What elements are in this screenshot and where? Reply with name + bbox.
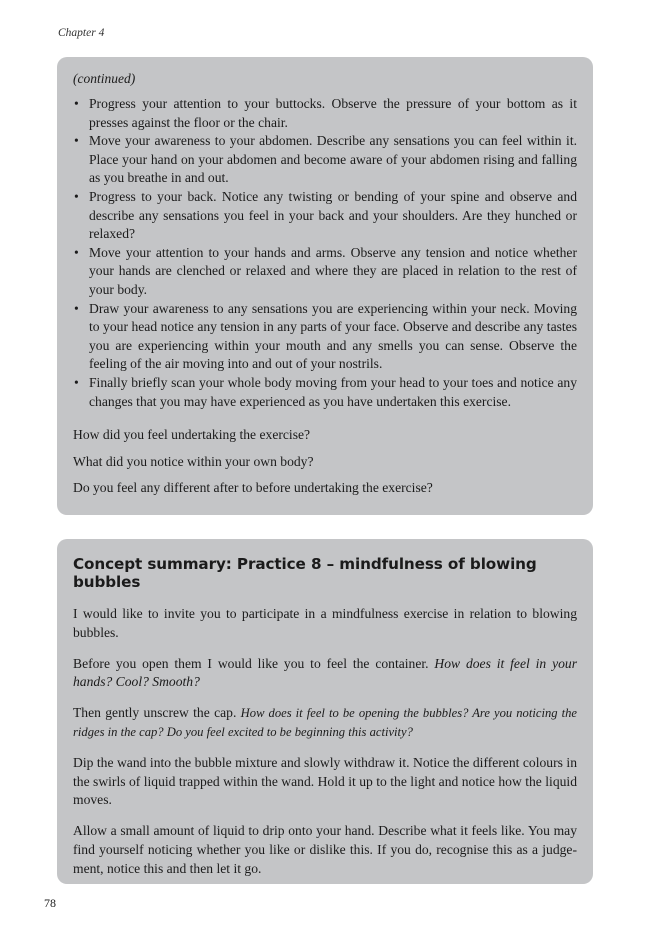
concept-summary-box [57,539,593,884]
summary-paragraph [73,655,577,693]
summary-text: Then gently unscrew the cap. [73,705,241,721]
reflection-question: Do you feel any different after to before undertaking the exercise? [73,480,433,496]
continued-exercise-box [57,57,593,515]
summary-italic-question: How does it feel to be opening the bubbles? Are you noticing the ridges in the cap? Do you feel excited to be beginning this activity? [73,706,577,739]
continued-label: (continued) [73,71,136,86]
exercise-bullet-list [73,95,577,411]
running-head: Chapter 4 [58,27,105,39]
bullet-item: • Finally briefly scan your whole body moving from your head to your toes and notice any changes that you may have experienced as you have undertaken this exercise. [73,374,577,411]
concept-summary-title: Concept summary: Practice 8 – mindfulness of blowing bubbles [73,555,537,591]
page-number: 78 [44,896,56,910]
summary-paragraph: I would like to invite you to participate in a mindfulness exercise in relation to blowing bubbles. [73,606,577,640]
reflection-question: What did you notice within your own body? [73,453,314,469]
summary-italic-question: How does it feel in your hands? Cool? Smooth? [73,655,577,690]
bullet-item: • Draw your awareness to any sensations you are experiencing within your neck. Moving to your head notice any tension in any parts of your face. Observe and describe any tastes you are experiencing within your mouth and any smells you can sense. Observe the feeling of the air moving into and out of your nostrils. [73,300,577,374]
bullet-item: • Progress your attention to your buttocks. Observe the pressure of your bottom as it presses against the floor or the chair. [73,95,577,132]
reflection-questions [73,426,577,498]
bullet-item: • Progress to your back. Notice any twisting or bending of your spine and observe and describe any sensations you feel in your back and your shoulders. Are they hunched or relaxed? [73,188,577,244]
summary-paragraph: Allow a small amount of liquid to drip onto your hand. Describe what it feels like. You may find yourself noticing whether you like or dislike this. If you do, recognise this as a judgement, notice this and then let it go. [73,823,577,876]
bullet-item: • Move your awareness to your abdomen. Describe any sensations you can feel within it. Place your hand on your abdomen and become aware of your abdomen rising and falling as you breathe in and out. [73,132,577,188]
summary-paragraph [73,704,577,742]
reflection-question: How did you feel undertaking the exercise? [73,427,311,443]
summary-text: Before you open them I would like you to feel the container. [73,655,435,671]
bullet-item: • Move your attention to your hands and arms. Observe any tension and notice whether your hands are clenched or relaxed and where they are placed in relation to the rest of your body. [73,244,577,300]
summary-paragraph: Dip the wand into the bubble mixture and slowly withdraw it. Notice the different colours in the swirls of liquid trapped within the wand. Hold it up to the light and notice how the liquid moves. [73,754,577,808]
